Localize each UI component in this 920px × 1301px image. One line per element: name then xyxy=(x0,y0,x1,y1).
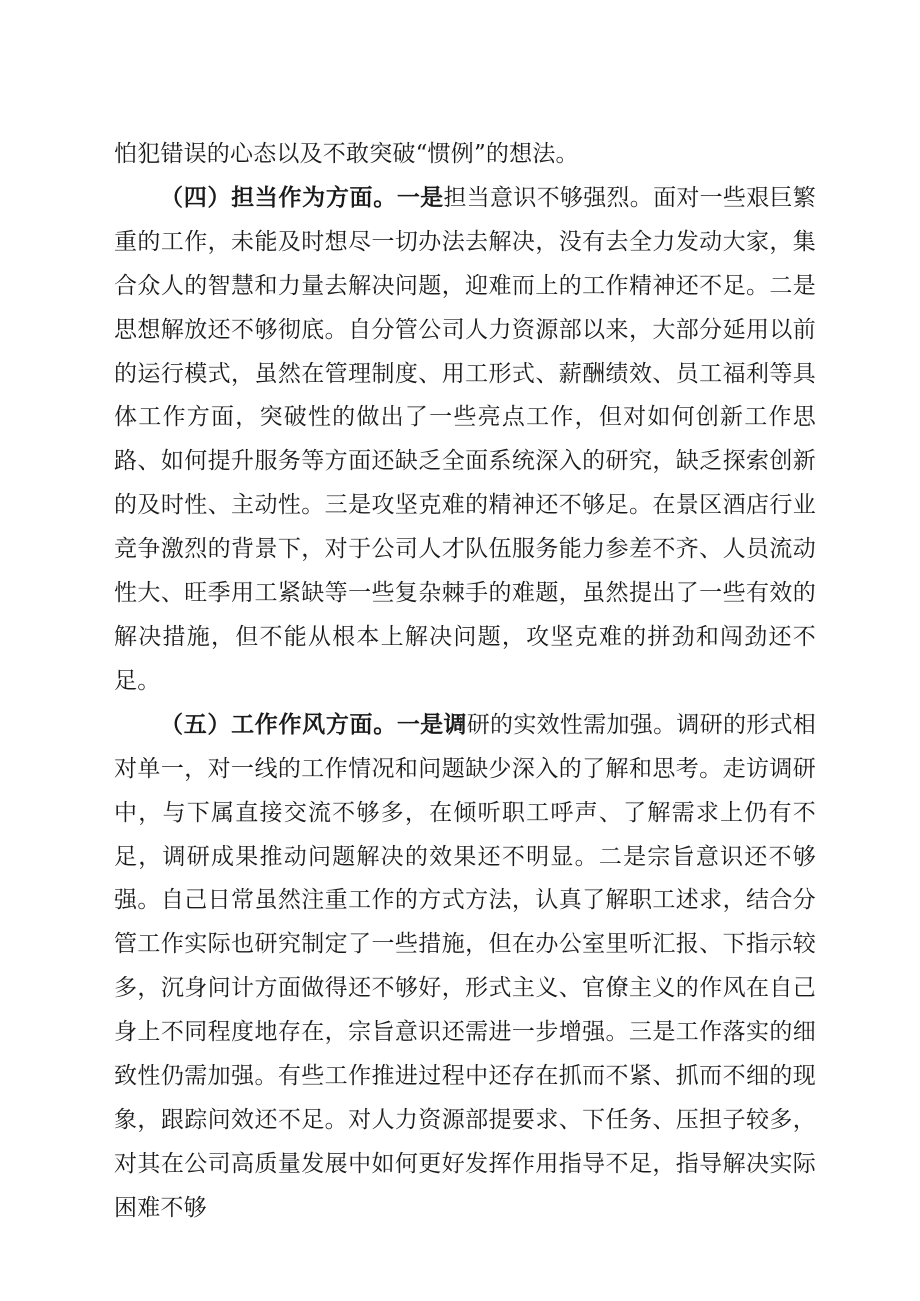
continuation-paragraph xyxy=(114,133,816,177)
section-5-body: 研的实效性需加强。调研的形式相对单一，对一线的工作情况和问题缺少深入的了解和思考。走访调研中，与下属直接交流不够多，在倾听职工呼声、了解需求上仍有不足，调研成果推动问题解决的效果还不明显。二是宗旨意识还不够强。自己日常虽然注重工作的方式方法，认真了解职工述求，结合分管工作实际也研究制定了一些措施，但在办公室里听汇报、下指示较多，沉身问计方面做得还不够好，形式主义、官僚主义的作风在自己身上不同程度地存在，宗旨意识还需进一步增强。三是工作落实的细致性仍需加强。有些工作推进过程中还存在抓而不紧、抓而不细的现象，跟踪问效还不足。对人力资源部提要求、下任务、压担子较多，对其在公司高质量发展中如何更好发挥作用指导不足，指导解决实际困难不够 xyxy=(114,711,817,1221)
section-5-paragraph xyxy=(114,704,816,1231)
section-5-lead: 一是调 xyxy=(396,711,467,738)
continuation-text: 怕犯错误的心态以及不敢突破“惯例”的想法。 xyxy=(114,141,579,167)
section-4-heading: （四）担当作为方面。 xyxy=(160,184,397,211)
document-body xyxy=(114,133,816,1231)
section-4-body: 担当意识不够强烈。面对一些艰巨繁重的工作，未能及时想尽一切办法去解决，没有去全力发动大家，集合众人的智慧和力量去解决问题，迎难而上的工作精神还不足。二是思想解放还不够彻底。自分管公司人力资源部以来，大部分延用以前的运行模式，虽然在管理制度、用工形式、薪酬绩效、员工福利等具体工作方面，突破性的做出了一些亮点工作，但对如何创新工作思路、如何提升服务等方面还缺乏全面系统深入的研究，缺乏探索创新的及时性、主动性。三是攻坚克难的精神还不够足。在景区酒店行业竞争激烈的背景下，对于公司人才队伍服务能力参差不齐、人员流动性大、旺季用工紧缺等一些复杂棘手的难题，虽然提出了一些有效的解决措施，但不能从根本上解决问题，攻坚克难的拼劲和闯劲还不足。 xyxy=(114,184,816,694)
section-5-heading: （五）工作作风方面。 xyxy=(160,711,397,738)
section-4-paragraph xyxy=(114,177,816,704)
section-4-lead: 一是 xyxy=(396,184,444,211)
